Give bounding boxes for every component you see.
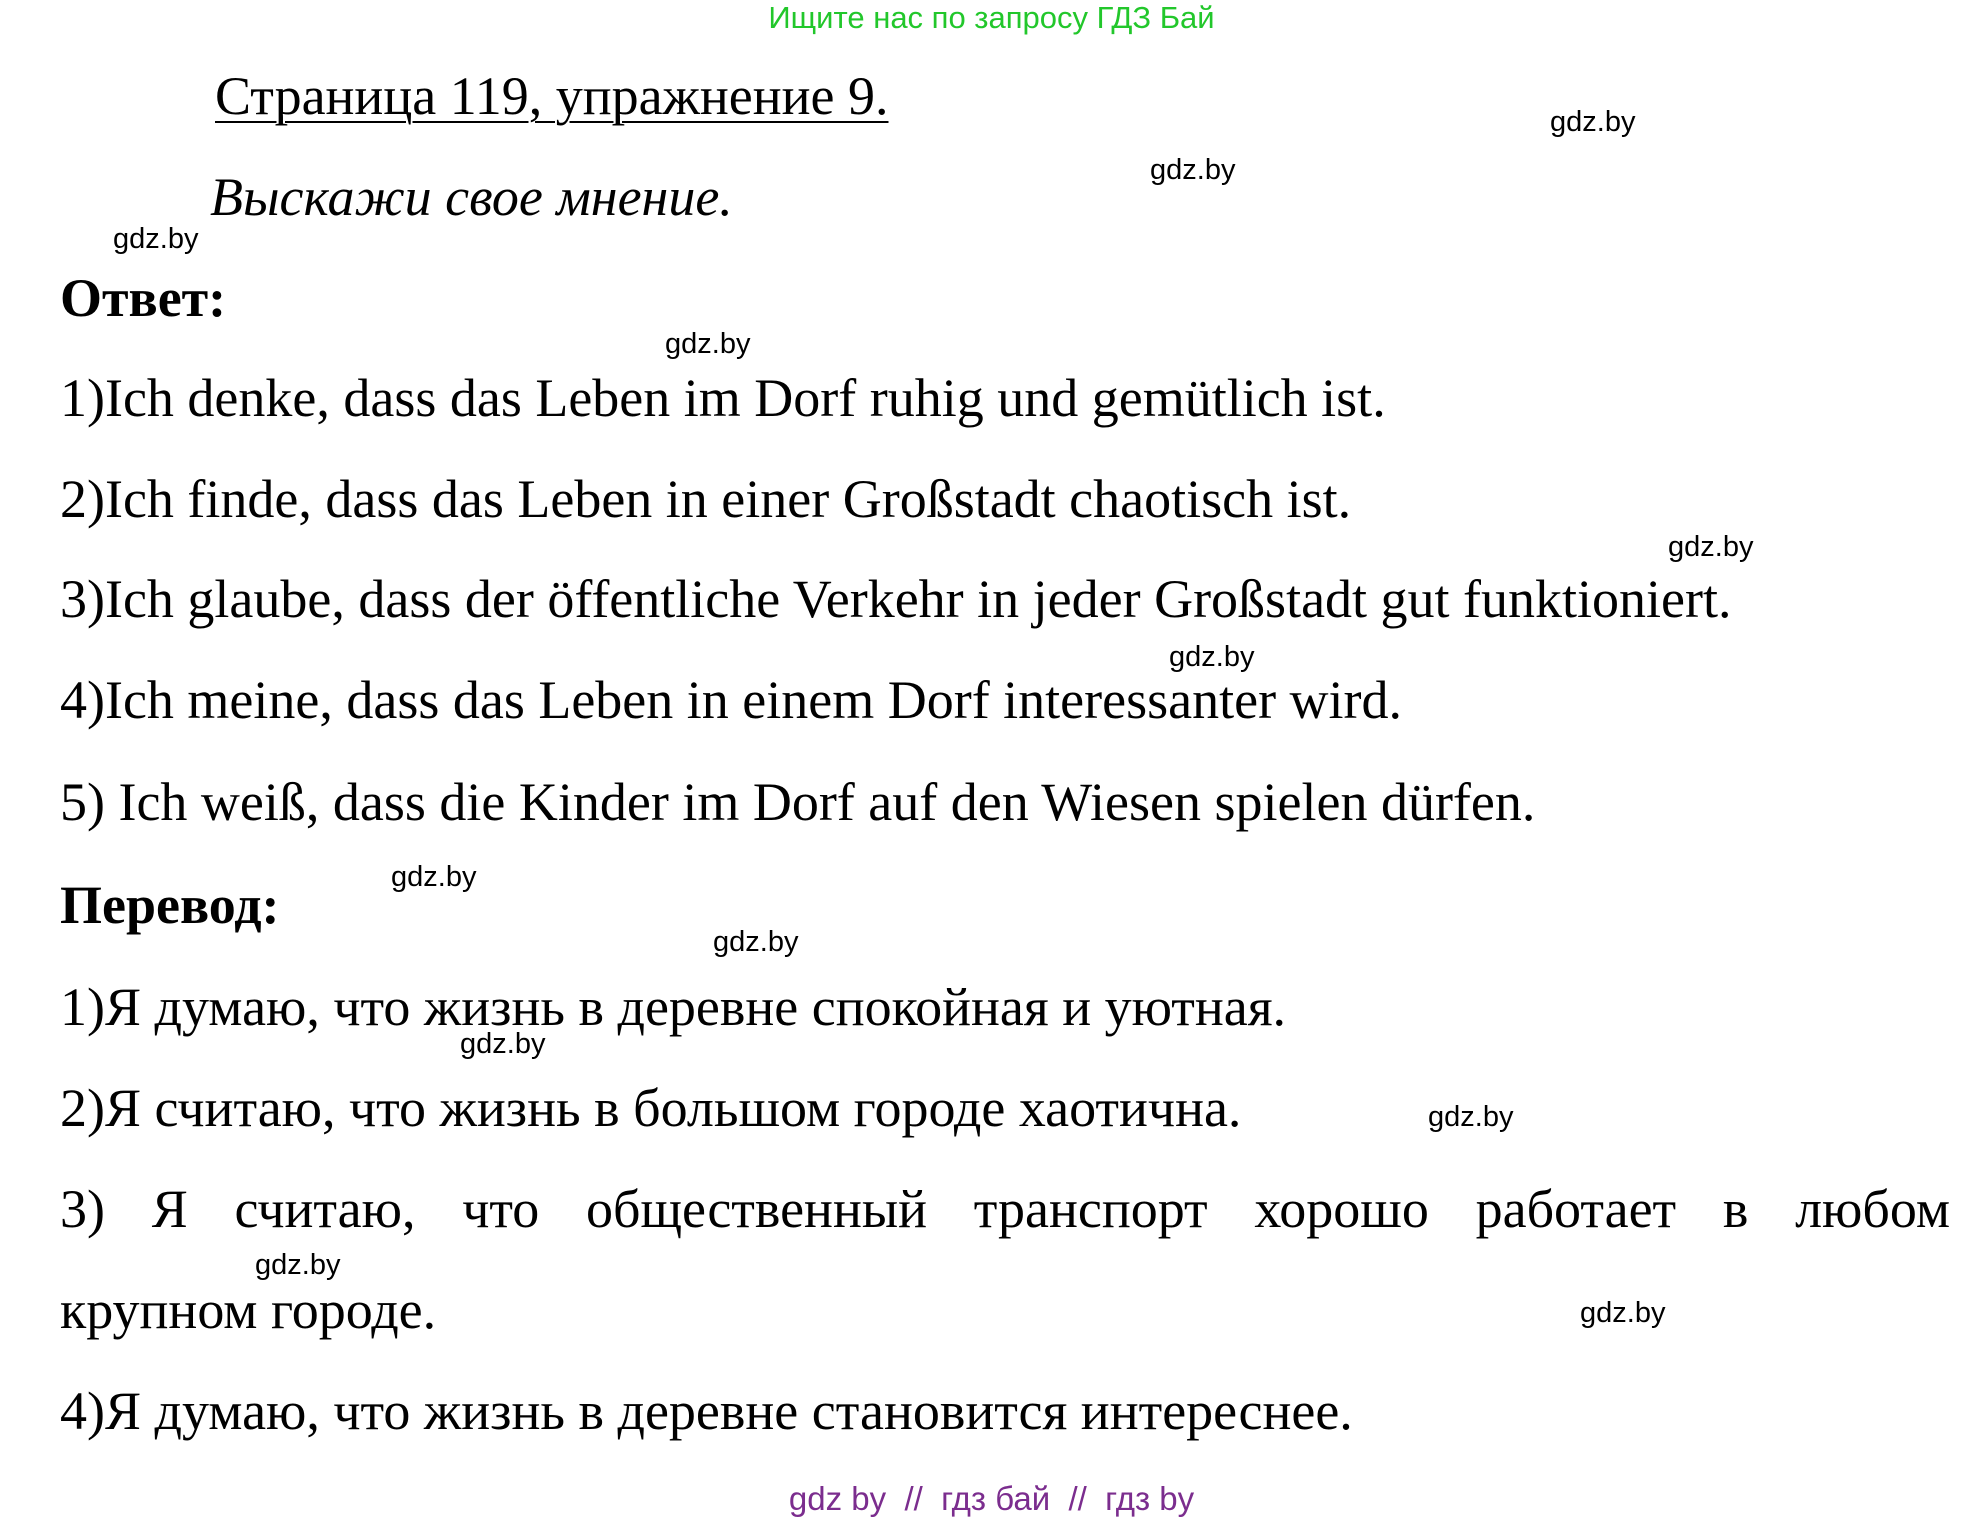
- answer-line: 2)Ich finde, dass das Leben in einer Großstadt chaotisch ist.: [60, 469, 1352, 529]
- translation-line: 2)Я считаю, что жизнь в большом городе хаотична.: [60, 1078, 1242, 1138]
- answer-line: 5) Ich weiß, dass die Kinder im Dorf auf den Wiesen spielen dürfen.: [60, 772, 1536, 832]
- footer-watermark: gdz by // гдз бай // гдз by: [788, 1480, 1195, 1517]
- answer-heading: Ответ:: [60, 268, 227, 328]
- watermark: gdz.by: [255, 1249, 341, 1281]
- watermark: gdz.by: [113, 223, 199, 255]
- translation-line: 3) Я считаю, что общественный транспорт хорошо работает в любом: [60, 1179, 1950, 1239]
- page-title: Страница 119, упражнение 9.: [215, 66, 889, 126]
- answer-line: 1)Ich denke, dass das Leben im Dorf ruhig und gemütlich ist.: [60, 368, 1386, 428]
- watermark: gdz.by: [713, 926, 799, 958]
- translation-line: 4)Я думаю, что жизнь в деревне становится интереснее.: [60, 1381, 1353, 1441]
- watermark: gdz.by: [1580, 1297, 1666, 1329]
- watermark: gdz.by: [665, 328, 751, 360]
- watermark: gdz.by: [1428, 1101, 1514, 1133]
- search-hint-banner: Ищите нас по запросу ГДЗ Бай: [768, 0, 1215, 35]
- watermark: gdz.by: [391, 861, 477, 893]
- answer-line: 3)Ich glaube, dass der öffentliche Verkehr in jeder Großstadt gut funktioniert.: [60, 569, 1732, 629]
- translation-line: крупном городе.: [60, 1280, 437, 1340]
- watermark: gdz.by: [460, 1028, 546, 1060]
- watermark: gdz.by: [1169, 641, 1255, 673]
- watermark: gdz.by: [1668, 531, 1754, 563]
- translation-line: 1)Я думаю, что жизнь в деревне спокойная и уютная.: [60, 977, 1287, 1037]
- watermark: gdz.by: [1550, 106, 1636, 138]
- answer-line: 4)Ich meine, dass das Leben in einem Dorf interessanter wird.: [60, 670, 1403, 730]
- translation-heading: Перевод:: [60, 875, 280, 935]
- watermark: gdz.by: [1150, 154, 1236, 186]
- task-prompt: Выскажи свое мнение.: [210, 167, 733, 227]
